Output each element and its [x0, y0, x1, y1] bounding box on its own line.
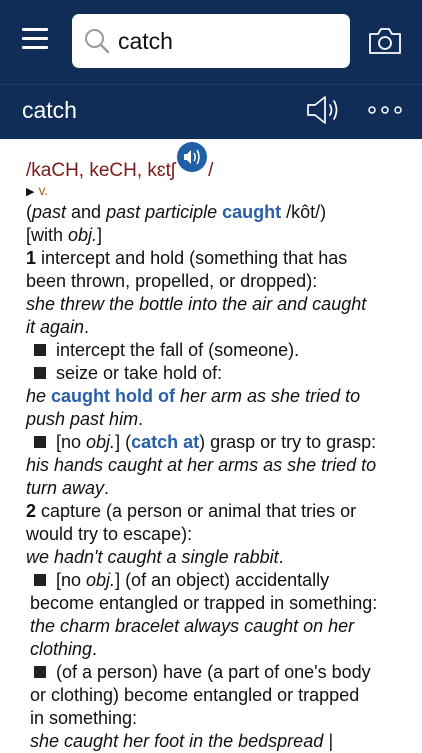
search-input[interactable] [118, 22, 338, 60]
pronunciation: /kaCH, keCH, kɛtʃ [26, 160, 176, 181]
text: intercept and hold (something that has [36, 248, 348, 268]
sense1-line2: been thrown, propelled, or dropped): [26, 271, 318, 291]
bullet-icon [34, 666, 46, 678]
subsense-line: in something: [30, 708, 138, 728]
bullet-icon [34, 344, 46, 356]
example: his hands caught at her arms as she tried to [26, 455, 377, 475]
example: the charm bracelet always caught on her [30, 616, 355, 636]
text: . [278, 547, 284, 567]
text: . [138, 409, 144, 429]
grammar-line [26, 224, 408, 247]
example-line [26, 638, 408, 661]
example-line [26, 615, 408, 638]
inflections-line [26, 201, 408, 224]
text: ( [26, 202, 32, 222]
text: and [66, 202, 107, 222]
example-line [26, 454, 408, 477]
search-icon [84, 28, 110, 54]
subsense-line [26, 569, 408, 592]
subsense-line [26, 362, 408, 385]
text: . [92, 639, 98, 659]
example-line [26, 385, 408, 408]
past-label: past [32, 202, 67, 222]
text: ) grasp or try to grasp: [199, 432, 377, 452]
sense2-line1 [26, 500, 408, 523]
text: ] [97, 225, 103, 245]
text: ] ( [115, 432, 132, 452]
bullet-icon [34, 574, 46, 586]
menu-icon[interactable] [22, 28, 48, 50]
sense2-line2: would try to escape): [26, 524, 193, 544]
text: [with [26, 225, 69, 245]
example-line [26, 408, 408, 431]
subsense-line: or clothing) become entangled or trapped [30, 685, 360, 705]
sense-number: 1 [26, 248, 37, 268]
example-line [26, 316, 408, 339]
text: obj. [68, 225, 98, 245]
part-of-speech-line [26, 178, 408, 201]
example-line [26, 477, 408, 500]
phrase-link[interactable]: catch at [131, 432, 200, 452]
speaker-icon[interactable] [306, 95, 342, 125]
past-participle-label: past participle [106, 202, 218, 222]
text: ] (of an object) accidentally [115, 570, 330, 590]
part-of-speech: v. [38, 182, 49, 198]
text: intercept the fall of (someone). [56, 340, 300, 360]
text: . [104, 478, 110, 498]
example: her arm as she tried to [175, 386, 361, 406]
example-line [26, 546, 408, 569]
past-pronunciation: /kôt/) [281, 202, 327, 222]
example: she threw the bottle into the air and caught [26, 294, 367, 314]
more-icon[interactable] [368, 105, 402, 115]
subsense-line [26, 661, 408, 684]
text: capture (a person or animal that tries or [36, 501, 357, 521]
text: seize or take hold of: [56, 363, 223, 383]
top-bar [0, 0, 422, 84]
word-title: catch [22, 97, 77, 123]
subsense-line [26, 431, 408, 454]
camera-icon[interactable] [368, 27, 402, 55]
subsense-line: become entangled or trapped in something: [30, 593, 378, 613]
example: we hadn't caught a single rabbit [26, 547, 279, 567]
subsense-line [26, 339, 408, 362]
audio-icon[interactable] [177, 142, 207, 172]
search-box[interactable] [72, 14, 350, 68]
pronunciation-end: / [208, 160, 214, 181]
past-form-link[interactable]: caught [222, 202, 282, 222]
example: clothing [30, 639, 93, 659]
text: obj. [86, 570, 116, 590]
example: it again [26, 317, 85, 337]
text: [no [56, 570, 87, 590]
text: (of a person) have (a part of one's body [56, 662, 371, 682]
example: turn away [26, 478, 105, 498]
example-line [26, 293, 408, 316]
text: . [84, 317, 90, 337]
pronunciation-line [26, 150, 408, 181]
example: she caught her foot in the bedspread | [30, 731, 333, 751]
word-bar [0, 84, 422, 139]
phrase-link[interactable]: caught hold of [51, 386, 176, 406]
definition-content [26, 150, 408, 753]
text: [no [56, 432, 87, 452]
example: push past him [26, 409, 139, 429]
text: obj. [86, 432, 116, 452]
sense-number: 2 [26, 501, 37, 521]
expand-arrow-icon[interactable]: ▶ [26, 186, 35, 198]
bullet-icon [34, 367, 46, 379]
bullet-icon [34, 436, 46, 448]
sense1-line1 [26, 247, 408, 270]
example: he [26, 386, 52, 406]
